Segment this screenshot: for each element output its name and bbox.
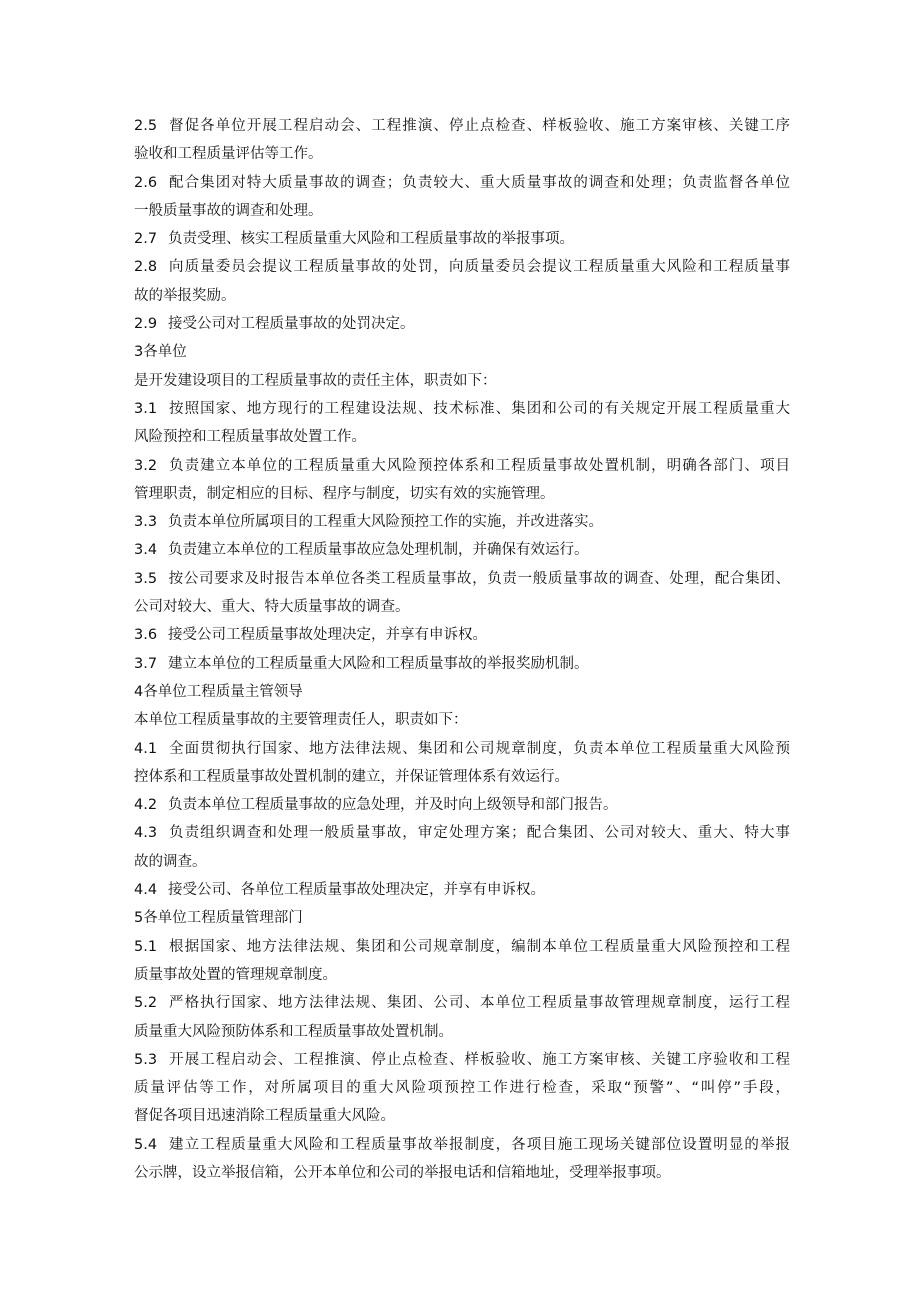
line-text: 一般质量事故的调查和处理。 xyxy=(134,202,323,219)
clause-line xyxy=(134,395,790,423)
line-text: 按照国家、地方现行的工程建设法规、技术标准、集团和公司的有关规定开展工程质量重大 xyxy=(168,400,790,417)
clause-number: 4.2 xyxy=(134,797,158,814)
line-text: 建立本单位的工程质量重大风险和工程质量事故的举报奖励机制。 xyxy=(168,655,589,672)
clause-number: 5.3 xyxy=(134,1051,158,1068)
clause-line xyxy=(134,112,790,140)
line-text: 控体系和工程质量事故处置机制的建立，并保证管理体系有效运行。 xyxy=(134,768,569,785)
clause-number: 3.3 xyxy=(134,514,158,531)
text-line xyxy=(134,1018,790,1046)
line-text: 4各单位工程质量主管领导 xyxy=(134,683,303,700)
line-text: 负责本单位所属项目的工程重大风险预控工作的实施，并改进落实。 xyxy=(168,514,603,531)
clause-line xyxy=(134,452,790,480)
line-text: 本单位工程质量事故的主要管理责任人，职责如下： xyxy=(134,712,468,729)
line-text: 故的举报奖励。 xyxy=(134,287,236,304)
clause-number: 3.5 xyxy=(134,570,158,587)
clause-number: 3.6 xyxy=(134,627,158,644)
line-text: 负责建立本单位的工程质量事故应急处理机制，并确保有效运行。 xyxy=(168,542,589,559)
clause-number: 3.7 xyxy=(134,655,158,672)
line-text: 负责受理、核实工程质量重大风险和工程质量事故的举报事项。 xyxy=(168,231,574,248)
line-text: 公示牌，设立举报信箱，公开本单位和公司的举报电话和信箱地址，受理举报事项。 xyxy=(134,1164,671,1181)
line-text: 是开发建设项目的工程质量事故的责任主体，职责如下： xyxy=(134,372,497,389)
line-text: 建立工程质量重大风险和工程质量事故举报制度，各项目施工现场关键部位设置明显的举报 xyxy=(168,1136,790,1153)
line-text: 质量评估等工作，对所属项目的重大风险项预控工作进行检查，采取“预警”、“叫停”手段， xyxy=(134,1080,790,1097)
document-body xyxy=(134,112,790,1187)
clause-line xyxy=(134,1046,790,1074)
text-line xyxy=(134,282,790,310)
clause-number: 5.1 xyxy=(134,938,158,955)
clause-line xyxy=(134,876,790,904)
text-line xyxy=(134,1159,790,1187)
clause-line xyxy=(134,310,790,338)
text-line xyxy=(134,763,790,791)
text-line xyxy=(134,706,790,734)
line-text: 故的调查。 xyxy=(134,853,207,870)
text-line xyxy=(134,197,790,225)
text-line xyxy=(134,904,790,932)
clause-line xyxy=(134,989,790,1017)
clause-line xyxy=(134,169,790,197)
line-text: 管理职责，制定相应的目标、程序与制度，切实有效的实施管理。 xyxy=(134,485,555,502)
clause-number: 2.7 xyxy=(134,231,158,248)
clause-number: 5.2 xyxy=(134,995,158,1012)
line-text: 5各单位工程质量管理部门 xyxy=(134,910,303,927)
line-text: 验收和工程质量评估等工作。 xyxy=(134,146,323,163)
line-text: 按公司要求及时报告本单位各类工程质量事故，负责一般质量事故的调查、处理，配合集团、 xyxy=(168,570,790,587)
text-line xyxy=(134,367,790,395)
line-text: 公司对较大、重大、特大质量事故的调查。 xyxy=(134,599,410,616)
line-text: 向质量委员会提议工程质量事故的处罚，向质量委员会提议工程质量重大风险和工程质量事 xyxy=(168,259,790,276)
line-text: 质量重大风险预防体系和工程质量事故处置机制。 xyxy=(134,1023,453,1040)
clause-number: 2.8 xyxy=(134,259,158,276)
line-text: 负责本单位工程质量事故的应急处理，并及时向上级领导和部门报告。 xyxy=(168,797,618,814)
clause-line xyxy=(134,225,790,253)
clause-number: 3.2 xyxy=(134,457,158,474)
clause-number: 2.5 xyxy=(134,118,158,134)
line-text: 开展工程启动会、工程推演、停止点检查、样板验收、施工方案审核、关键工序验收和工程 xyxy=(168,1051,790,1068)
clause-line xyxy=(134,650,790,678)
line-text: 督促各项目迅速消除工程质量重大风险。 xyxy=(134,1108,395,1125)
clause-line xyxy=(134,791,790,819)
text-line xyxy=(134,140,790,168)
clause-line xyxy=(134,253,790,281)
line-text: 督促各单位开展工程启动会、工程推演、停止点检查、样板验收、施工方案审核、关键工序 xyxy=(168,118,790,134)
text-line xyxy=(134,678,790,706)
clause-line xyxy=(134,735,790,763)
clause-number: 2.9 xyxy=(134,316,158,333)
text-line xyxy=(134,1102,790,1130)
line-text: 接受公司、各单位工程质量事故处理决定，并享有申诉权。 xyxy=(168,882,545,899)
line-text: 3各单位 xyxy=(134,344,187,361)
text-line xyxy=(134,1074,790,1102)
clause-line xyxy=(134,819,790,847)
line-text: 严格执行国家、地方法律法规、集团、公司、本单位工程质量事故管理规章制度，运行工程 xyxy=(168,995,790,1012)
line-text: 负责建立本单位的工程质量重大风险预控体系和工程质量事故处置机制，明确各部门、项目 xyxy=(168,457,790,474)
text-line xyxy=(134,480,790,508)
clause-number: 4.4 xyxy=(134,882,158,899)
line-text: 配合集团对特大质量事故的调查；负责较大、重大质量事故的调查和处理；负责监督各单位 xyxy=(168,174,790,191)
line-text: 负责组织调查和处理一般质量事故，审定处理方案；配合集团、公司对较大、重大、特大事 xyxy=(168,825,790,842)
clause-line xyxy=(134,1131,790,1159)
line-text: 质量事故处置的管理规章制度。 xyxy=(134,966,337,983)
clause-number: 2.6 xyxy=(134,174,158,191)
text-line xyxy=(134,338,790,366)
clause-line xyxy=(134,565,790,593)
clause-line xyxy=(134,536,790,564)
clause-number: 4.1 xyxy=(134,740,158,757)
text-line xyxy=(134,961,790,989)
clause-number: 4.3 xyxy=(134,825,158,842)
line-text: 接受公司工程质量事故处理决定，并享有申诉权。 xyxy=(168,627,487,644)
line-text: 风险预控和工程质量事故处置工作。 xyxy=(134,429,366,446)
line-text: 根据国家、地方法律法规、集团和公司规章制度，编制本单位工程质量重大风险预控和工程 xyxy=(168,938,790,955)
clause-line xyxy=(134,933,790,961)
line-text: 接受公司对工程质量事故的处罚决定。 xyxy=(168,316,415,333)
clause-number: 5.4 xyxy=(134,1136,158,1153)
clause-line xyxy=(134,508,790,536)
clause-number: 3.4 xyxy=(134,542,158,559)
clause-line xyxy=(134,621,790,649)
text-line xyxy=(134,593,790,621)
text-line xyxy=(134,423,790,451)
line-text: 全面贯彻执行国家、地方法律法规、集团和公司规章制度，负责本单位工程质量重大风险预 xyxy=(168,740,790,757)
clause-number: 3.1 xyxy=(134,400,158,417)
text-line xyxy=(134,848,790,876)
